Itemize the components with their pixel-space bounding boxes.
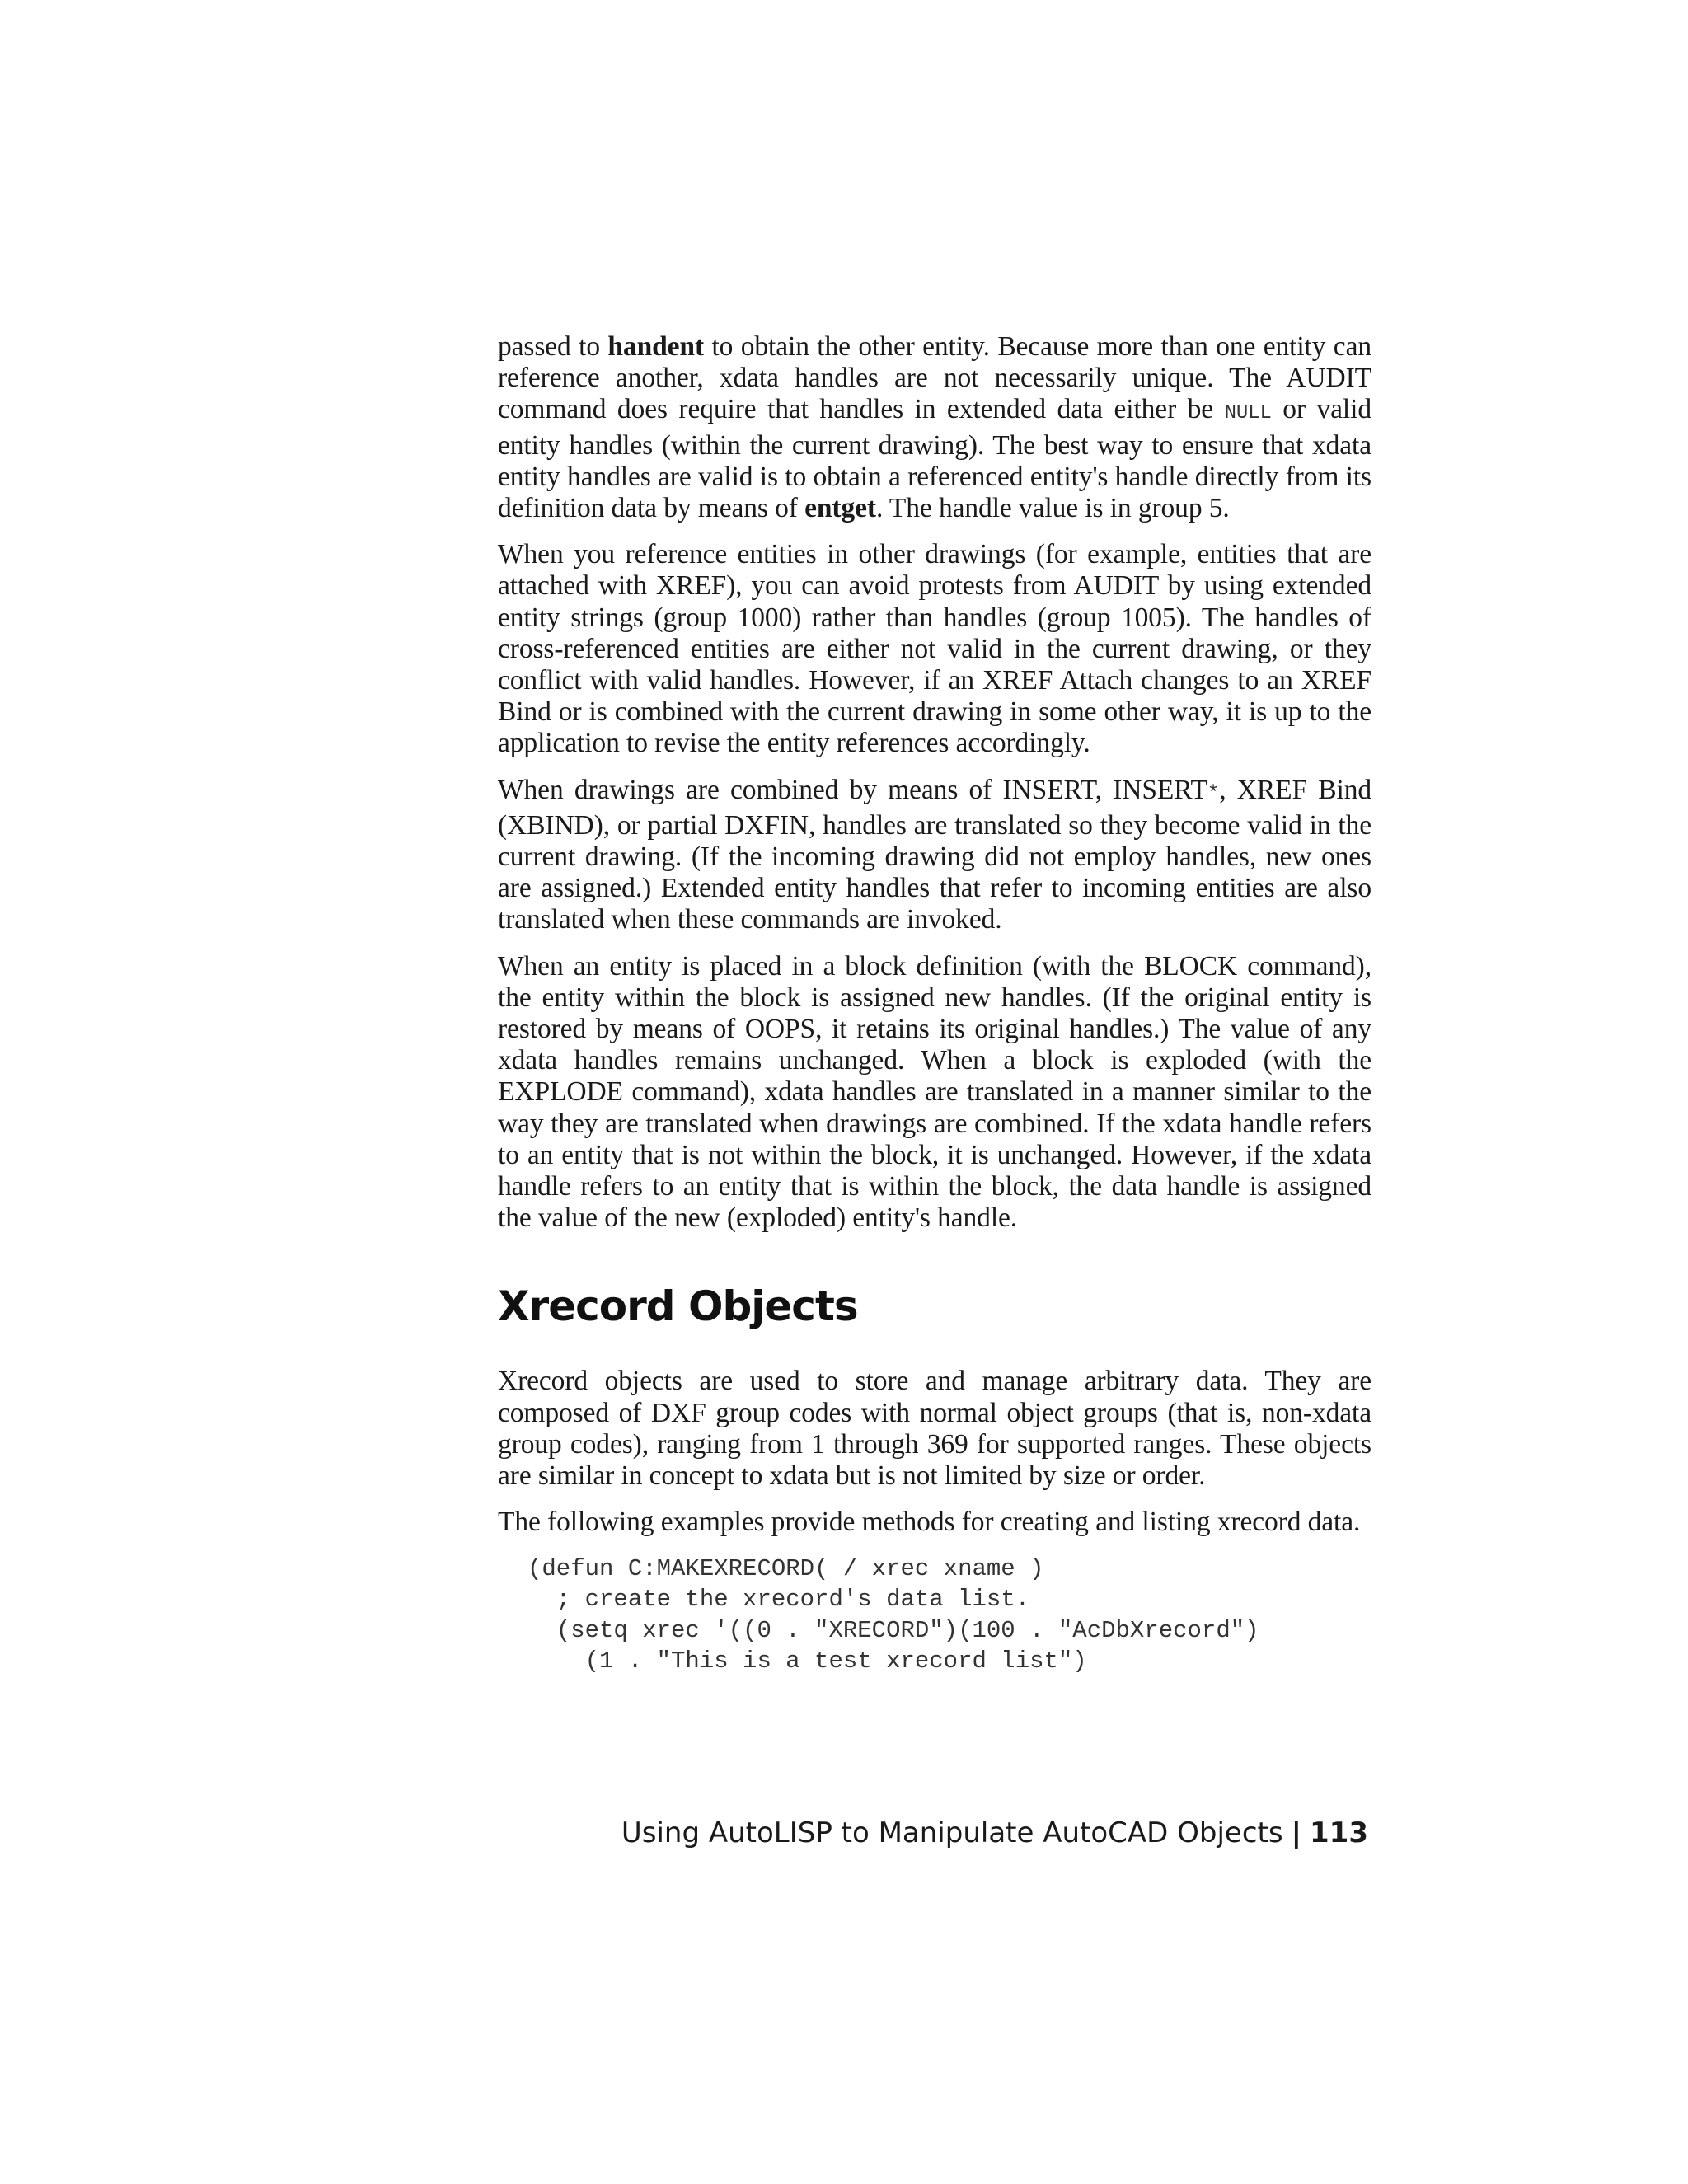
paragraph-xref-handles: When you reference entities in other drawings (for example, entities that are attached with XREF), you can avoid protests from AUDIT by using extended entity strings (group 1000) rather than handles (group 1005). The handles of cross-referenced entities are either not valid in the current drawing, or they conflict with valid handles. However, if an XREF Attach changes to an XREF Bind or is combined with the current drawing in some other way, it is up to the application to revise the entity references accordingly. bbox=[498, 539, 1372, 759]
paragraph-text: to obtain the other entity. Because more than one entity can reference another, xdata handles are not necessarily unique. The AUDIT command does require that handles in extended data either be bbox=[498, 331, 1372, 425]
paragraph-text: When drawings are combined by means of INSERT, INSERT bbox=[498, 774, 1207, 805]
function-name-entget: entget bbox=[804, 493, 876, 524]
paragraph-handles-intro bbox=[498, 331, 1372, 524]
paragraph-text: or valid entity handles (within the current drawing). The best way to ensure that xdata entity handles are valid is to obtain a referenced entity's handle directly from its definition data by means of bbox=[498, 394, 1372, 524]
paragraph-combined-drawings bbox=[498, 775, 1372, 936]
code-line: (1 . "This is a test xrecord list") bbox=[528, 1647, 1087, 1675]
footer-separator: | bbox=[1291, 1816, 1302, 1849]
asterisk-symbol: * bbox=[1207, 782, 1220, 805]
code-line: ; create the xrecord's data list. bbox=[528, 1586, 1030, 1613]
code-line: (setq xrec '((0 . "XRECORD")(100 . "AcDbXrecord") bbox=[528, 1616, 1259, 1644]
page-content bbox=[498, 331, 1372, 1677]
code-block bbox=[528, 1554, 1372, 1677]
paragraph-text: , XREF Bind (XBIND), or partial DXFIN, handles are translated so they become valid in the current drawing. (If the incoming drawing did not employ handles, new ones are assigned.) Extended entity handles that refer to incoming entities are also translated when these commands are invoked. bbox=[498, 774, 1372, 935]
page-footer bbox=[621, 1816, 1368, 1850]
code-null: NULL bbox=[1224, 402, 1272, 425]
paragraph-examples-intro: The following examples provide methods for creating and listing xrecord data. bbox=[498, 1507, 1361, 1538]
code-line: (defun C:MAKEXRECORD( / xrec xname ) bbox=[528, 1554, 1044, 1582]
function-name-handent: handent bbox=[607, 331, 705, 362]
page-number: 113 bbox=[1310, 1816, 1368, 1849]
paragraph-text: passed to bbox=[498, 331, 608, 362]
paragraph-xrecord-description: Xrecord objects are used to store and manage arbitrary data. They are composed of DXF group codes with normal object groups (that is, non-xdata group codes), ranging from 1 through 369 for supported ranges. These objects are similar in concept to xdata but is not limited by size or order. bbox=[498, 1366, 1372, 1492]
footer-title: Using AutoLISP to Manipulate AutoCAD Objects bbox=[621, 1816, 1283, 1849]
section-heading: Xrecord Objects bbox=[498, 1282, 858, 1331]
paragraph-text: . The handle value is in group 5. bbox=[875, 493, 1230, 524]
paragraph-block-definition: When an entity is placed in a block definition (with the BLOCK command), the entity within the block is assigned new handles. (If the original entity is restored by means of OOPS, it retains its original handles.) The value of any xdata handles remains unchanged. When a block is exploded (with the EXPLODE command), xdata handles are translated in a manner similar to the way they are translated when drawings are combined. If the xdata handle refers to an entity that is not within the block, it is unchanged. However, if the xdata handle refers to an entity that is within the block, the data handle is assigned the value of the new (exploded) entity's handle. bbox=[498, 950, 1372, 1234]
